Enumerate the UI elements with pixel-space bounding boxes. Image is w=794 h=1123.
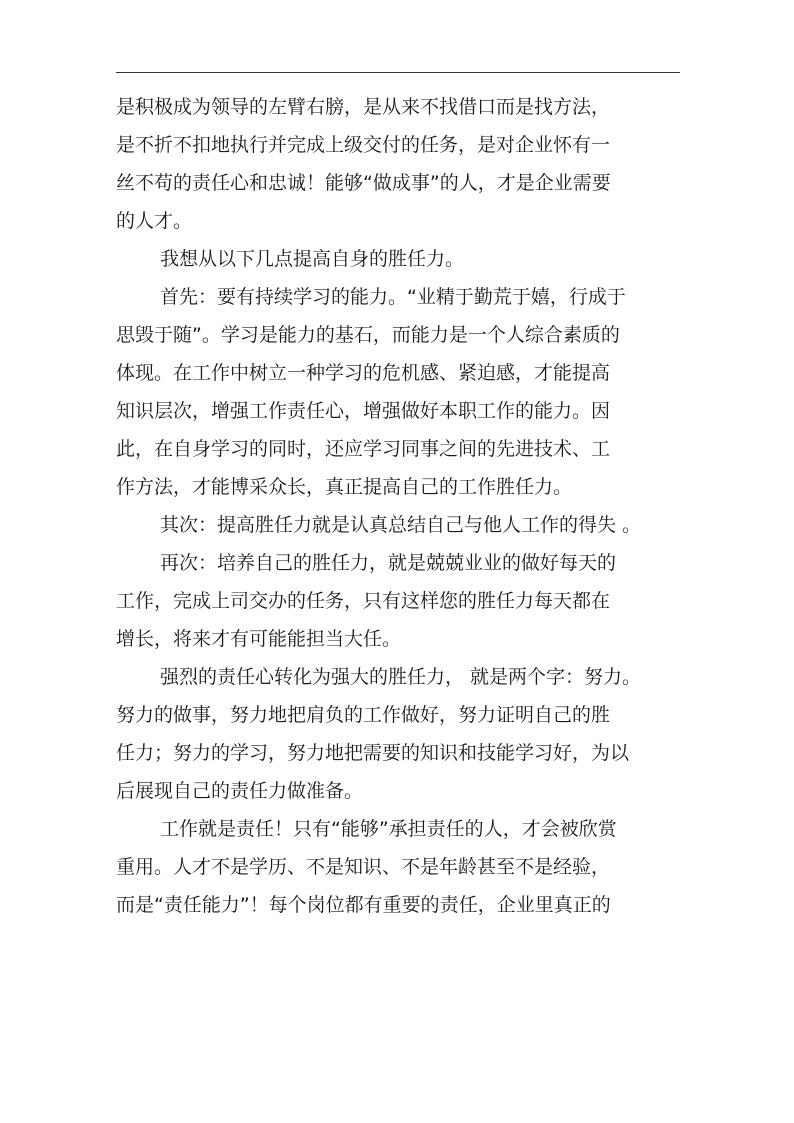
paragraph-start-line: 强烈的责任心转化为强大的胜任力， 就是两个字：努力。 (160, 666, 642, 688)
text-line: 体现。在工作中树立一种学习的危机感、紧迫感，才能提高 (116, 362, 611, 384)
paragraph-start-line: 工作就是责任！只有“能够”承担责任的人，才会被欣赏 (160, 818, 617, 840)
text-line: 是积极成为领导的左臂右膀，是从来不找借口而是找方法， (116, 96, 611, 118)
text-line: 工作，完成上司交办的任务，只有这样您的胜任力每天都在 (116, 590, 611, 612)
text-line: 的人才。 (116, 210, 193, 232)
text-line: 增长，将来才有可能能担当大任。 (116, 628, 402, 650)
text-line: 知识层次，增强工作责任心，增强做好本职工作的能力。因 (116, 400, 611, 422)
text-line: 而是“责任能力”！每个岗位都有重要的责任，企业里真正的 (116, 894, 611, 916)
paragraph-start-line: 其次：提高胜任力就是认真总结自己与他人工作的得失 。 (160, 514, 642, 536)
text-line: 任力；努力的学习，努力地把需要的知识和技能学习好，为以 (116, 742, 630, 764)
text-line: 此，在自身学习的同时，还应学习同事之间的先进技术、工 (116, 438, 611, 460)
text-line: 作方法，才能博采众长，真正提高自己的工作胜任力。 (116, 476, 573, 498)
header-rule (116, 72, 680, 73)
text-line: 后展现自己的责任力做准备。 (116, 780, 364, 802)
text-line: 重用。人才不是学历、不是知识、不是年龄甚至不是经验， (116, 856, 611, 878)
text-line: 是不折不扣地执行并完成上级交付的任务，是对企业怀有一 (116, 134, 611, 156)
text-line: 思毁于随”。学习是能力的基石，而能力是一个人综合素质的 (116, 324, 620, 346)
document-body (116, 88, 686, 924)
paragraph-start-line: 我想从以下几点提高自身的胜任力。 (160, 248, 465, 270)
text-line: 丝不苟的责任心和忠诚！能够“做成事”的人，才是企业需要 (116, 172, 611, 194)
text-line: 努力的做事，努力地把肩负的工作做好，努力证明自己的胜 (116, 704, 611, 726)
paragraph-start-line: 首先：要有持续学习的能力。“业精于勤荒于嬉，行成于 (160, 286, 626, 308)
paragraph-start-line: 再次：培养自己的胜任力，就是兢兢业业的做好每天的 (160, 552, 617, 574)
